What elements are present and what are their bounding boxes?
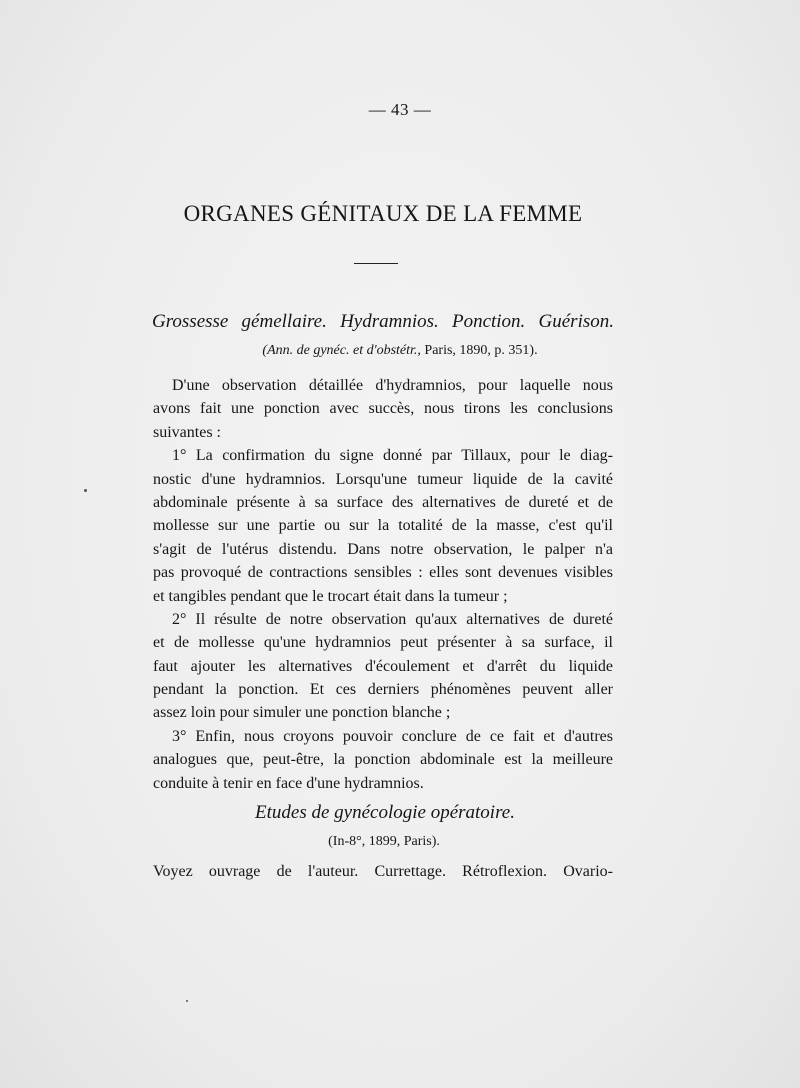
article-body xyxy=(153,374,613,795)
body-text-line: et de mollesse qu'une hydramnios peut présenter à sa surface, il xyxy=(153,634,613,652)
article2-citation: (In-8°, 1899, Paris). xyxy=(328,834,440,849)
body-text-line: 1° La confirmation du signe donné par Tillaux, pour le diag- xyxy=(172,447,613,465)
article-citation xyxy=(0,343,800,359)
citation-details: Paris, 1890, p. 351). xyxy=(424,343,538,358)
body-text-line: pas provoqué de contractions sensibles : elles sont devenues visibles xyxy=(153,564,613,582)
article-title: Grossesse gémellaire. Hydramnios. Ponction. Guérison. xyxy=(152,311,614,332)
body-text-line: et tangibles pendant que le trocart était dans la tumeur ; xyxy=(153,587,508,605)
body-text-line: conduite à tenir en face d'une hydramnios. xyxy=(153,774,424,792)
body-text-line: abdominale présente à sa surface des alternatives de dureté et de xyxy=(153,493,613,511)
body-text-line: avons fait une ponction avec succès, nous tirons les conclusions xyxy=(153,400,613,418)
body-text-line: pendant la ponction. Et ces derniers phénomènes peuvent aller xyxy=(153,681,613,699)
section-divider xyxy=(354,263,398,264)
citation-journal: (Ann. de gynéc. et d'obstétr., xyxy=(262,343,421,358)
page-number: — 43 — xyxy=(368,100,432,119)
article2-title: Etudes de gynécologie opératoire. xyxy=(255,802,515,823)
section-title: ORGANES GÉNITAUX DE LA FEMME xyxy=(183,201,583,226)
paper-speck xyxy=(84,489,87,492)
paper-speck xyxy=(186,1000,188,1002)
article2-body-line: Voyez ouvrage de l'auteur. Currettage. Rétroflexion. Ovario- xyxy=(153,863,613,880)
body-text-line: D'une observation détaillée d'hydramnios, pour laquelle nous xyxy=(172,377,613,394)
body-text-line: assez loin pour simuler une ponction blanche ; xyxy=(153,704,451,722)
body-text-line: nostic d'une hydramnios. Lorsqu'une tumeur liquide de la cavité xyxy=(153,470,613,488)
body-text-line: analogues que, peut-être, la ponction abdominale est la meilleure xyxy=(153,751,613,769)
body-text-line: s'agit de l'utérus distendu. Dans notre observation, le palper n'a xyxy=(153,540,613,558)
body-text-line: 3° Enfin, nous croyons pouvoir conclure de ce fait et d'autres xyxy=(172,727,613,745)
body-text-line: suivantes : xyxy=(153,423,221,441)
body-text-line: faut ajouter les alternatives d'écoulement et d'arrêt du liquide xyxy=(153,657,613,675)
body-text-line: 2° Il résulte de notre observation qu'aux alternatives de dureté xyxy=(172,610,613,628)
body-text-line: mollesse sur une partie ou sur la totalité de la masse, c'est qu'il xyxy=(153,517,613,535)
